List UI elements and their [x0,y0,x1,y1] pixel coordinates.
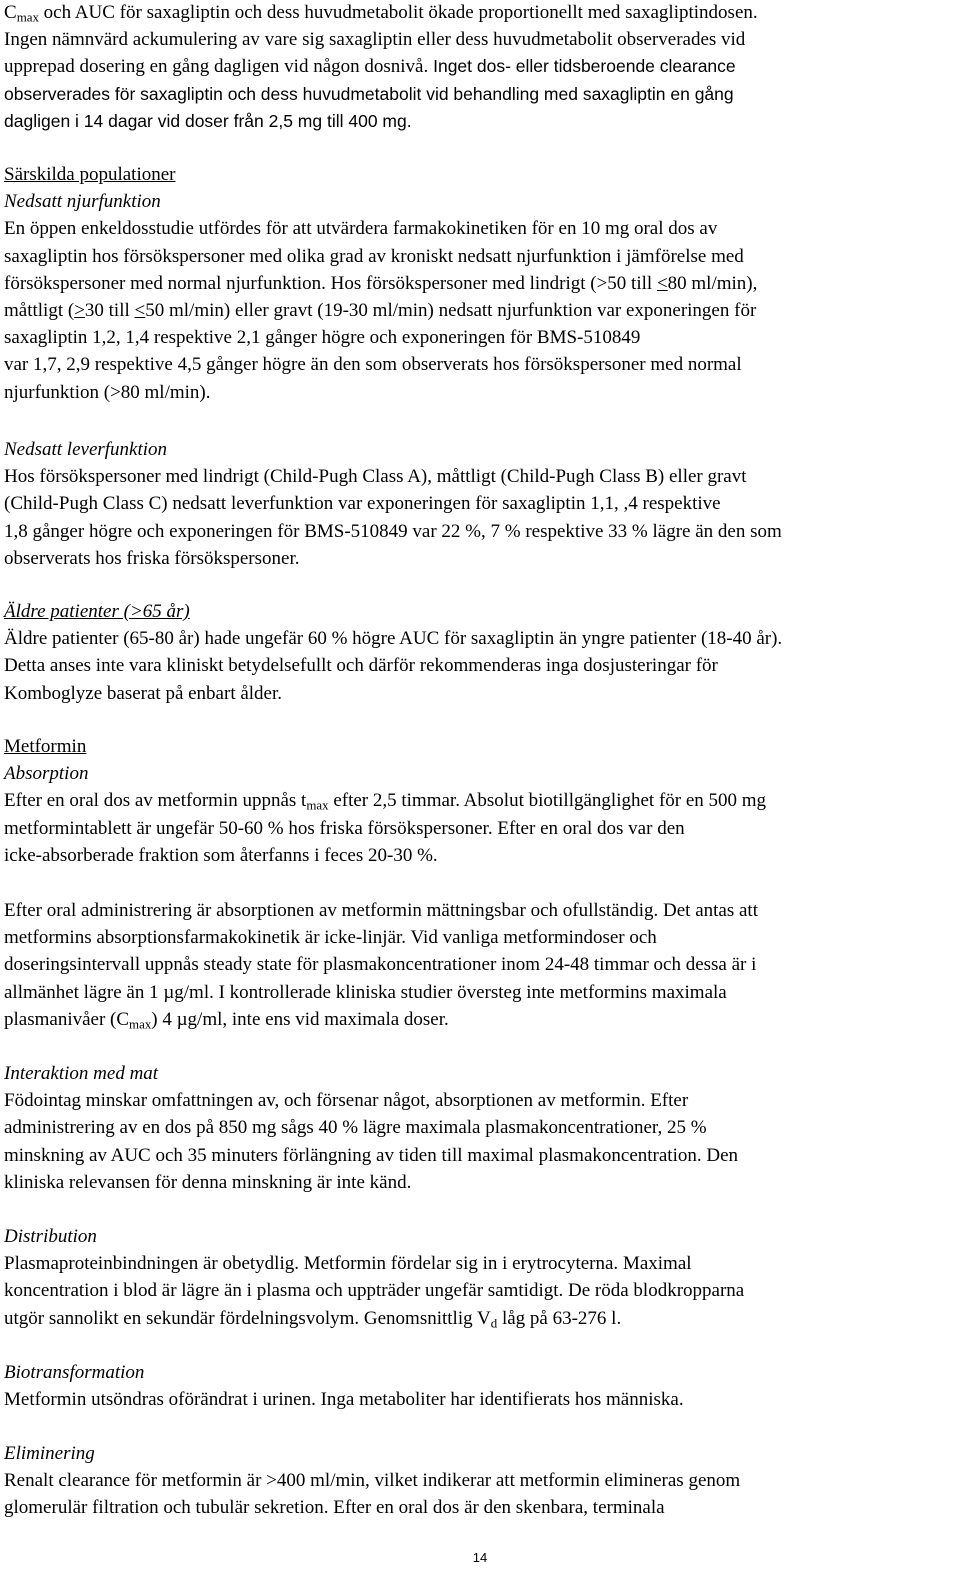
text-line: Metformin utsöndras oförändrat i urinen. Inga metaboliter har identifierats hos människa. [4,1389,684,1411]
section-heading: Metformin [4,736,87,757]
text-line: upprepad dosering en gång dagligen vid någon dosnivå. Inget dos- eller tidsberoende clearance [4,56,736,78]
text-line: försökspersoner med normal njurfunktion. Hos försökspersoner med lindrigt (>50 till <80 ml/min), [4,272,758,294]
elimination-section [4,1440,948,1522]
text-line: njurfunktion (>80 ml/min). [4,381,211,403]
text-line: Efter oral administrering är absorptionen av metformin mättningsbar och ofullständig. Det antas att [4,900,758,921]
subsection-heading: Biotransformation [4,1362,145,1383]
text-line: minskning av AUC och 35 minuters förlängning av tiden till maximal plasmakoncentration. Den [4,1144,739,1166]
food-interaction-section [4,1060,948,1196]
text-line: plasmanivåer $(C_{max})$ 4 µg/ml, inte ens vid maximala doser. [4,1008,449,1032]
text-line: Ingen nämnvärd ackumulering av vare sig saxagliptin eller dess huvudmetabolit observerades vid [4,29,746,51]
text-line: Plasmaproteinbindningen är obetydlig. Metformin fördelar sig in i erytrocyterna. Maximal [4,1253,692,1275]
text-line: glomerulär filtration och tubulär sekretion. Efter en oral dos är den skenbara, terminala [4,1497,665,1519]
text-line: dagligen i 14 dagar vid doser från 2,5 mg till 400 mg. [4,110,412,131]
text-line: En öppen enkeldosstudie utfördes för att utvärdera farmakokinetiken för en 10 mg oral dos av [4,218,718,240]
absorption-paragraph [4,897,948,1033]
text-line: 1,8 gånger högre och exponeringen för BMS-510849 var 22 %, 7 % respektive 33 % lägre än den som [4,520,782,542]
text-line: observerades för saxagliptin och dess huvudmetabolit vid behandling med saxagliptin en gång [4,83,734,104]
text-line: icke-absorberade fraktion som återfanns i feces 20-30 %. [4,844,438,866]
text-line: saxagliptin hos försökspersoner med olika grad av kroniskt nedsatt njurfunktion i jämförelse med [4,245,744,267]
subsection-heading: Interaktion med mat [4,1063,159,1084]
liver-section [4,436,948,572]
text-line: Efter en oral dos av metformin uppnås $t_{max}$ efter 2,5 timmar. Absolut biotillgänglighet för en 500 mg [4,790,767,813]
text-line: Komboglyze baserat på enbart ålder. [4,682,283,704]
text-line: doseringsintervall uppnås steady state för plasmakoncentrationer inom 24-48 timmar och dessa är i [4,954,757,976]
section-heading: Särskilda populationer [4,164,176,185]
text-line: kliniska relevansen för denna minskning är inte känd. [4,1171,412,1193]
text-line: var 1,7, 2,9 respektive 4,5 gånger högre än den som observerats hos försökspersoner med normal [4,354,742,376]
subsection-heading: Nedsatt leverfunktion [4,439,168,460]
text-line: allmänhet lägre än 1 µg/ml. I kontrollerade kliniska studier översteg inte metformins maximala [4,981,727,1003]
text-line: metformins absorptionsfarmakokinetik är icke-linjär. Vid vanliga metformindoser och [4,927,657,949]
text-line: Renalt clearance för metformin är >400 ml/min, vilket indikerar att metformin elimineras genom [4,1470,741,1492]
text-line: saxagliptin 1,2, 1,4 respektive 2,1 gånger högre och exponeringen för BMS-510849 [4,327,641,349]
subsection-heading: Absorption [4,763,89,785]
text-line: koncentration i blod är lägre än i plasma och uppträder ungefär samtidigt. De röda blodkropparna [4,1280,745,1302]
subsection-heading: Distribution [4,1226,97,1247]
distribution-section [4,1223,948,1332]
intro-paragraph [4,0,948,135]
text-line: observerats hos friska försökspersoner. [4,547,300,569]
biotransformation-section [4,1359,948,1413]
text-line: metformintablett är ungefär 50-60 % hos friska försökspersoner. Efter en oral dos var den [4,817,685,839]
text-line: Detta anses inte vara kliniskt betydelsefullt och därför rekommenderas inga dosjusteringar för [4,655,718,677]
text-line: utgör sannolikt en sekundär fördelningsvolym. Genomsnittlig $V_d$ låg på 63-276 l. [4,1307,622,1331]
special-populations-section [4,161,948,406]
text-line: $C_{max}$ och AUC för saxagliptin och dess huvudmetabolit ökade proportionellt med saxagliptindosen. [4,2,758,25]
subsection-heading: Nedsatt njurfunktion [4,191,161,213]
text-line: Födointag minskar omfattningen av, och försenar något, absorptionen av metformin. Efter [4,1090,689,1112]
text-line: Hos försökspersoner med lindrigt (Child-Pugh Class A), måttligt (Child-Pugh Class B) eller gravt [4,466,747,488]
subsection-heading: Äldre patienter (>65 år) [4,601,190,622]
elderly-section [4,598,948,707]
text-line: Äldre patienter (65-80 år) hade ungefär 60 % högre AUC för saxagliptin än yngre patienter (18-40 år). [4,628,783,650]
text-line: (Child-Pugh Class C) nedsatt leverfunktion var exponeringen för saxagliptin 1,1, ,4 respektive [4,493,721,515]
page-number: 14 [472,1550,488,1565]
metformin-section [4,733,948,869]
text-line: administrering av en dos på 850 mg sågs 40 % lägre maximala plasmakoncentrationer, 25 % [4,1117,707,1139]
subsection-heading: Eliminering [4,1443,95,1464]
text-line: måttligt (>30 till <50 ml/min) eller gravt (19-30 ml/min) nedsatt njurfunktion var exponeringen för [4,299,757,321]
